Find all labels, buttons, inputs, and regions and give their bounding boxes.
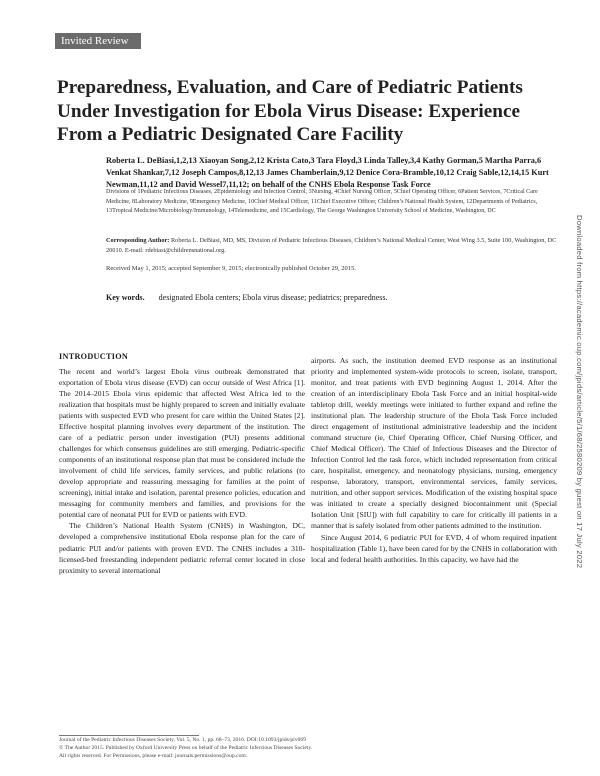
affiliations: Divisions of 1Pediatric Infectious Diseases, 2Epidemiology and Infection Control, 3Nursing, 4Chief Nursing Officer, 5Chief Operating Officer, 6Patient Services, 7Critical Care Medicine, 8Laboratory Medicine, 9Emergency Medicine, 10Chief Medical Officer, 11Chief Executive Officer, Children’s National Health System, 12Departments of Pediatrics, 13Tropical Medicine/Microbiology/Immunology, 14Telemedicine, and 15Cardiology, The George Washington University School of Medicine, Washington, DC <box>106 189 538 214</box>
article-type-badge: Invited Review <box>55 33 141 49</box>
journal-footer <box>59 736 559 760</box>
footer-permissions: All rights reserved. For Permissions, please e-mail: journals.permissions@oup.com. <box>59 753 248 759</box>
keywords-label: Key words. <box>106 293 145 302</box>
body-column-right <box>311 355 557 565</box>
keywords <box>106 292 561 303</box>
footer-citation: Journal of the Pediatric Infectious Diseases Society, Vol. 5, No. 1, pp. 68–73, 2016. DOI:10.1093/jpids/piv069 <box>59 737 306 743</box>
corresponding-author-label: Corresponding Author: <box>106 237 170 244</box>
download-watermark-text: Downloaded from https://academic.oup.com/jpids/article/5/1/68/2580209 by guest on 17 July 2022 <box>575 215 584 569</box>
article-title: Preparedness, Evaluation, and Care of Pediatric Patients Under Investigation for Ebola Virus Disease: Experience From a Pediatric Designated Care Facility <box>57 77 523 145</box>
author-list: Roberta L. DeBiasi,1,2,13 Xiaoyan Song,2,12 Krista Cato,3 Tara Floyd,3 Linda Talley,3,4 Kathy Gorman,5 Martha Parra,6 Venkat Shankar,7,12 Joseph Campos,8,12,13 James Chamberlain,9,12 Denice Cora-Bramble,10,12 Craig Sable,12,14,15 Kurt Newman,11,12 and David Wessel7,11,12; on behalf of the CNHS Ebola Response Task Force <box>106 156 549 189</box>
corresponding-author-text: Roberta L. DeBiasi, MD, MS, Division of Pediatric Infectious Diseases, Children’s National Medical Center, West Wing 3.5, Suite 100, Washington, DC 20010. E-mail: rdebiasi@childrensnational.org. <box>106 237 557 254</box>
paragraph: The Children’s National Health System (CNHS) in Washington, DC, developed a comprehensive institutional Ebola response plan for the care of pediatric PUI and/or patients with proven EVD. The CNHS includes a 310-licensed-bed freestanding independent pediatric referral center located in close proximity to several international <box>59 521 305 575</box>
footer-copyright: © The Author 2015. Published by Oxford University Press on behalf of the Pediatric Infectious Diseases Society. <box>59 745 313 751</box>
download-watermark <box>574 215 584 735</box>
section-heading-introduction: INTRODUCTION <box>59 352 129 361</box>
paragraph: Since August 2014, 6 pediatric PUI for EVD, 4 of whom required inpatient hospitalization (Table 1), have been cared for by the CNHS in collaboration with local and federal health authorities. In this capacity, we have had the <box>311 532 557 564</box>
body-column-left <box>59 366 305 576</box>
corresponding-author <box>106 236 561 255</box>
publication-dates: Received May 1, 2015; accepted September 9, 2015; electronically published October 29, 2015. <box>106 265 356 272</box>
paragraph: airports. As such, the institution deemed EVD response as an institutional priority and implemented system-wide protocols to screen, isolate, transport, monitor, and treat patients with EVD beginning August 1, 2014. After the creation of an interdisciplinary Ebola Task Force and an initial hospital-wide tabletop drill, weekly meetings were initiated to further expand and refine the institutional plan. The leadership structure of the Ebola Task Force included direct engagement of institutional administrative leadership and the incident command structure (ie, Chief Operating Officer, Chief Nursing Officer, and Chief Medical Officer). The Chief of Infectious Diseases and the Director of Infection Control led the task force, which included representation from critical care, hospitalist, emergency, and neonatology physicians, nursing, emergency response, laboratory, transport, environmental services, family services, nutrition, and other support services. Modification of the existing hospital space was initiated to create a specially designed biocontainment unit (Special Isolation Unit [SIU]) with full capability to care for critically ill patients in a manner that is safely isolated from other patients admitted to the institution. <box>311 356 557 531</box>
paragraph: The recent and world’s largest Ebola virus outbreak demonstrated that exportation of Ebola virus disease (EVD) can occur outside of West Africa [1]. The 2014–2015 Ebola virus epidemic that affected West Africa led to the realization that hospitals must be highly prepared to screen and initially evaluate patients with suspected EVD who present for care within the United States [2]. Effective hospital planning involves every department of the institution. The care of a pediatric person under investigation (PUI) presents additional challenges for which consensus guidelines are still emerging. Pediatric-specific components of an institutional response plan that must be considered include the involvement of child life services, family services, and public relations (to develop appropriate and reassuring messaging for families at the point of screening), initial intake and isolation, parental presence policies, education and messaging for community members and families, and provisions for the potential care of neonatal PUI for EVD or patients with EVD. <box>59 367 305 520</box>
keywords-text: designated Ebola centers; Ebola virus disease; pediatrics; preparedness. <box>158 293 388 302</box>
